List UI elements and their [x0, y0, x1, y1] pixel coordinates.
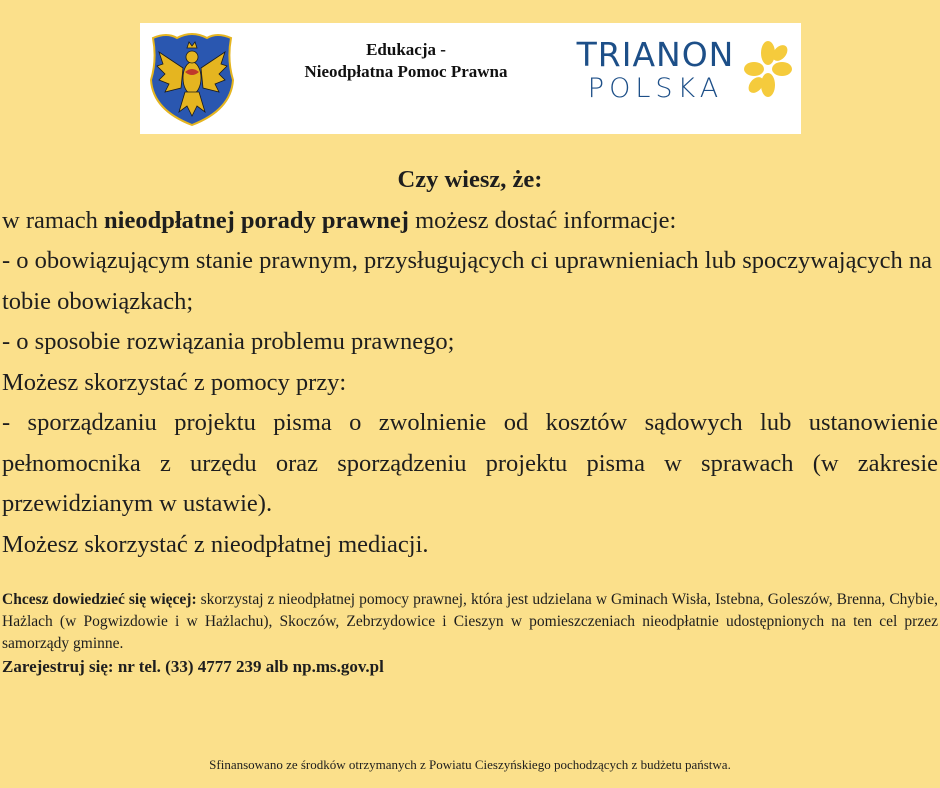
intro-prefix: w ramach — [2, 206, 105, 234]
footer-note: Sfinansowano ze środków otrzymanych z Powiatu Cieszyńskiego pochodzących z budżetu państwa. — [209, 757, 731, 772]
main-heading: Czy wiesz, że: — [397, 166, 543, 193]
banner-title — [258, 39, 554, 83]
more-info — [2, 589, 938, 679]
banner-title-line2: Nieodpłatna Pomoc Prawna — [304, 62, 508, 81]
banner-title-line1: Edukacja - — [366, 40, 446, 59]
intro-bold: nieodpłatnej porady prawnej — [104, 206, 409, 234]
trianon-logo — [563, 35, 748, 103]
list-item-documents: - sporządzaniu projektu pisma o zwolnienie od kosztów sądowych lub ustanowienie pełnomocnika z urzędu oraz sporządzeniu projektu pisma w sprawach (w zakresie przewidzianym w ustawie). — [2, 409, 938, 517]
main-content — [2, 160, 938, 565]
mediation-line: Możesz skorzystać z nieodpłatnej mediacji. — [2, 530, 429, 558]
flower-icon — [744, 39, 792, 101]
header-banner — [140, 23, 801, 134]
intro-line — [2, 201, 938, 242]
more-info-lead: Chcesz dowiedzieć się więcej: — [2, 591, 197, 608]
more-info-paragraph — [2, 589, 938, 655]
brand-subtitle: POLSKA — [587, 73, 724, 104]
more-info-text: skorzystaj z nieodpłatnej pomocy prawnej, która jest udzielana w Gminach Wisła, Istebna, Goleszów, Brenna, Chybie, Hażlach (w Pogwizdowie i w Hażlachu), Skoczów, Zebrzydowice i Cieszyn w pomieszczeniach nieodpłatnie udostępnionych na ten cel przez samorządy gminne. — [2, 591, 938, 652]
intro-suffix: możesz dostać informacje: — [408, 206, 677, 234]
list-item-rights: - o obowiązującym stanie prawnym, przysługujących ci uprawnieniach lub spoczywających na tobie obowiązkach; — [2, 247, 932, 315]
coat-of-arms-icon — [147, 30, 237, 127]
list-item-solution: - o sposobie rozwiązania problemu prawnego; — [2, 328, 455, 355]
register-line: Zarejestruj się: nr tel. (33) 4777 239 alb np.ms.gov.pl — [2, 657, 384, 676]
brand-name: TRIANON — [576, 35, 735, 74]
help-intro: Możesz skorzystać z pomocy przy: — [2, 368, 347, 396]
